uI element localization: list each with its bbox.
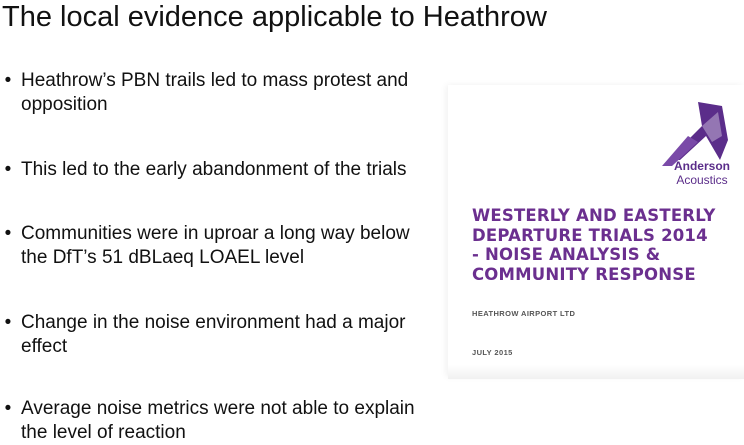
report-date: JULY 2015	[472, 348, 513, 357]
report-title-line: COMMUNITY RESPONSE	[472, 264, 696, 284]
report-cover-shadow	[448, 365, 744, 379]
bullet-line: effect	[21, 336, 68, 357]
bullet-dot: •	[4, 398, 12, 419]
report-client: HEATHROW AIRPORT LTD	[472, 309, 576, 318]
bullet-line: the level of reaction	[21, 422, 186, 443]
bullet-text	[21, 311, 441, 359]
bullet-line: Heathrow’s PBN trails led to mass protest and	[21, 70, 409, 91]
bullet-text	[21, 69, 441, 117]
logo-wordmark-acoustics: Acoustics	[676, 173, 728, 187]
bullet-line: This led to the early abandonment of the trials	[21, 159, 407, 180]
bullet-line: opposition	[21, 94, 108, 115]
bullet-dot: •	[4, 223, 12, 244]
bullet-text	[21, 222, 441, 270]
bullet-text	[21, 397, 441, 445]
logo-wordmark-anderson: Anderson	[673, 159, 730, 173]
bullet-line: Change in the noise environment had a major	[21, 312, 406, 333]
report-title-line: DEPARTURE TRIALS 2014	[472, 225, 708, 245]
bullet-text	[21, 158, 441, 182]
bullet-line: Average noise metrics were not able to explain	[21, 398, 415, 419]
anderson-acoustics-logo-icon	[662, 96, 728, 166]
bullet-dot: •	[4, 159, 12, 180]
bullet-line: the DfT’s 51 dBLaeq LOAEL level	[21, 247, 305, 268]
bullet-dot: •	[4, 70, 12, 91]
report-title	[472, 206, 740, 284]
bullet-dot: •	[4, 312, 12, 333]
report-title-line: - NOISE ANALYSIS &	[472, 245, 661, 264]
report-title-line: WESTERLY AND EASTERLY	[472, 206, 716, 225]
bullet-line: Communities were in uproar a long way below	[21, 223, 410, 244]
slide-title: The local evidence applicable to Heathrow	[2, 1, 547, 33]
